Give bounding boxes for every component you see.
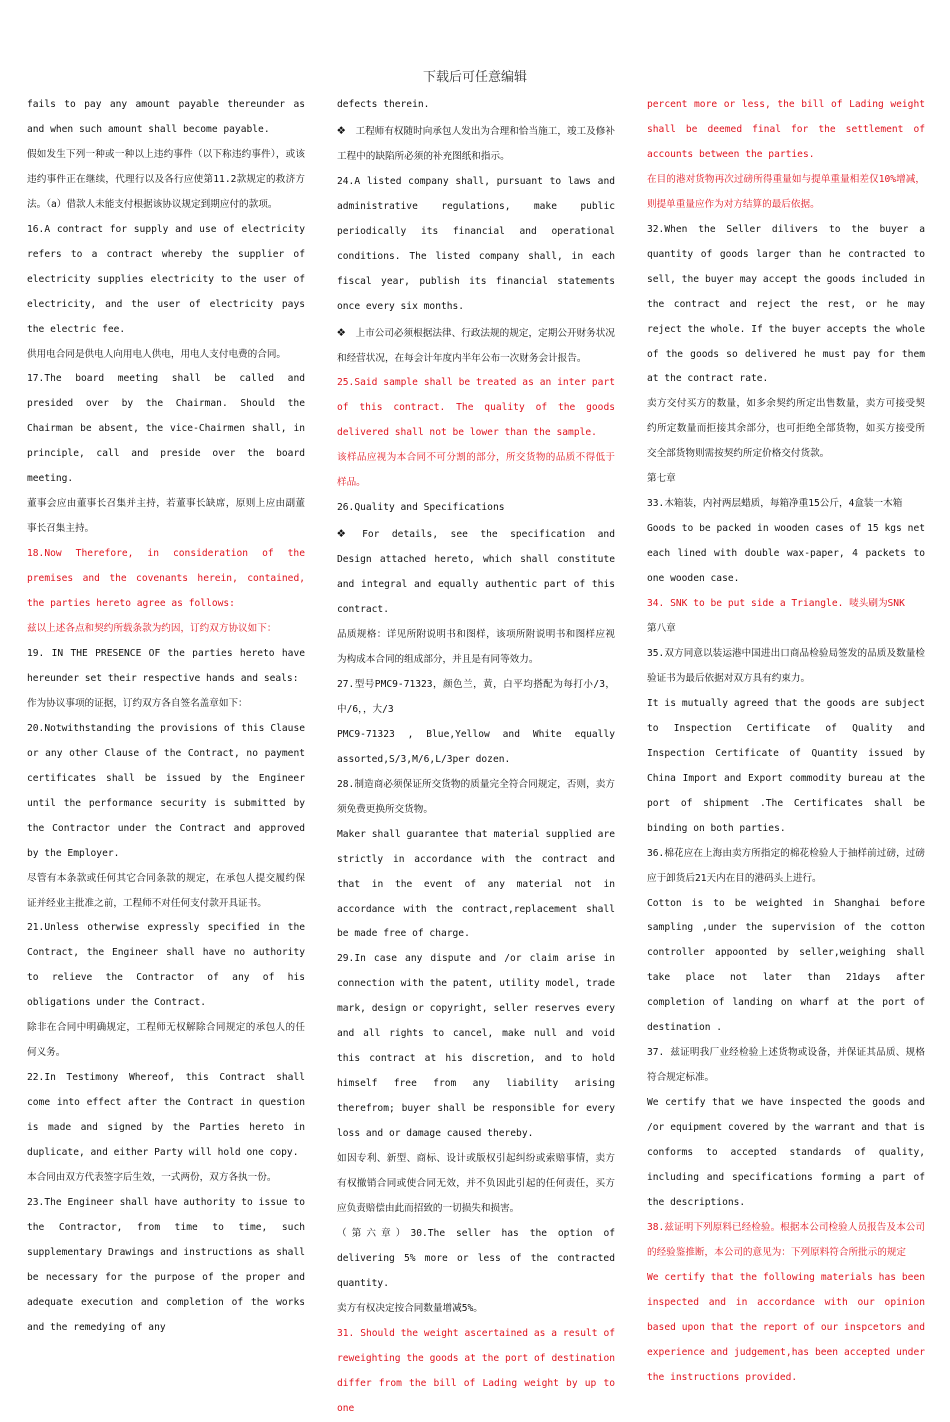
paragraph [27,93,305,143]
paragraph-text: 作为协议事项的证据，订约双方各自签名盖章如下： [27,697,248,709]
page-header: 下载后可任意编辑 [422,70,527,85]
paragraph [27,1166,305,1191]
paragraph [337,93,615,118]
paragraph-text: 卖方交付买方的数量，如多余契约所定出售数量，卖方可接受契约所定数量而拒接其余部分，也可拒绝全部货物，如买方接受所交全部货物则需按契约所定价格交付货款。 [647,398,925,460]
paragraph [647,492,925,517]
paragraph-text: 36.棉花应在上海由卖方所指定的棉花检验人于抽样前过磅，过磅应于卸货后21天内在目的港码头上进行。 [647,847,925,884]
paragraph [337,496,615,521]
paragraph [337,1322,615,1422]
paragraph [647,392,925,467]
paragraph-text: 18.Now Therefore, in consideration of the premises and the covenants herein, contained, the parties hereto agree as follows: [27,548,305,610]
paragraph-text: 23.The Engineer shall have authority to issue to the Contractor, from time to time, such supplementary Drawings and instructions as shall be necessary for the purpose of the proper and adequate execution and completion of the works and the remedying of any [27,1196,305,1333]
paragraph-text: 27.型号PMC9-71323，颜色兰，黄，白平均搭配为每打小/3，中/6，，大/3 [337,678,615,715]
paragraph [647,642,925,692]
paragraph-text: 在目的港对货物再次过磅所得重量如与提单重量相差仅10%增减，则提单重量应作为对方结算的最后依据。 [647,173,925,210]
paragraph [27,1066,305,1166]
paragraph-text: Goods to be packed in wooden cases of 15 kgs net each lined with double wax-paper, 4 packets to one wooden case. [647,523,925,585]
paragraph [647,1216,925,1266]
paragraph [647,467,925,492]
paragraph [337,1297,615,1322]
paragraph-text: 38.兹证明下列原料已经检验。根据本公司检验人员报告及本公司的经验鉴推断，本公司的意见为：下列原料符合所批示的规定 [647,1221,925,1258]
paragraph-text: It is mutually agreed that the goods are subject to Inspection Certificate of Quality and Inspection Certificate of Quantity issued by China Import and Export commodity bureau at the port of shipment .The Certificates shall be binding on both parties. [647,697,925,834]
paragraph-text: 28.制造商必须保证所交货物的质量完全符合同规定，否则，卖方须免费更换所交货物。 [337,778,615,815]
paragraph [337,773,615,823]
paragraph [27,692,305,717]
paragraph-text: 第八章 [647,623,676,635]
paragraph-text: 上市公司必须根据法律、行政法规的规定，定期公开财务状况和经营状况，在每会计年度内半年公布一次财务会计报告。 [337,327,615,364]
diamond-bullet-icon: ❖ [337,121,346,138]
paragraph [647,592,925,617]
diamond-bullet-icon: ❖ [337,525,353,542]
paragraph-text: 20.Notwithstanding the provisions of this Clause or any other Clause of the Contract, no payment certificates shall be issued by the Engineer until the performance security is submitted by the Contractor under the Contract and approved by the Employer. [27,722,305,859]
paragraph [27,218,305,343]
column-left [27,93,305,1341]
paragraph-text: 卖方有权决定按合同数量增减5%。 [337,1302,483,1314]
paragraph [27,867,305,917]
paragraph [27,717,305,867]
paragraph-text: defects therein. [337,99,430,110]
paragraph [647,842,925,892]
paragraph [337,623,615,673]
paragraph-text: 24.A listed company shall, pursuant to laws and administrative regulations, make public periodically its financial and operational conditions. The listed company shall, in each fiscal year, publish its financial statements once every six months. [337,175,615,312]
paragraph [647,692,925,842]
paragraph-text: fails to pay any amount payable thereunder as and when such amount shall become payable. [27,99,305,135]
paragraph-text: 19. IN THE PRESENCE OF the parties hereto have hereunder set their respective hands and seals: [27,647,305,684]
paragraph-text: 兹以上述各点和契约所载条款为约因，订约双方协议如下： [27,623,277,635]
paragraph-text: 25.Said sample shall be treated as an inter part of this contract. The quality of the goods delivered shall not be lower than the sample. [337,377,615,439]
paragraph [27,642,305,692]
paragraph-text: PMC9-71323 , Blue,Yellow and White equally assorted,S/3,M/6,L/3per dozen. [337,728,615,765]
paragraph-text: 17.The board meeting shall be called and presided over by the Chairman. Should the Chairman be absent, the vice-Chairmen shall, in principle, call and preside over the board meeting. [27,373,305,485]
paragraph [337,673,615,723]
paragraph [647,1266,925,1391]
paragraph-text: 33.木箱装，内衬两层蜡质，每箱净重15公斤，4盒装一木箱 [647,498,903,510]
paragraph-text: 品质规格：详见所附说明书和图样，该项所附说明书和图样应视为构成本合同的组成部分，并且是有同等效力。 [337,629,615,665]
paragraph [647,93,925,168]
paragraph-text: 供用电合同是供电人向用电人供电，用电人支付电费的合同。 [27,348,287,360]
paragraph [647,218,925,393]
paragraph [647,517,925,592]
paragraph [337,446,615,496]
paragraph-text: 32.When the Seller dilivers to the buyer a quantity of goods larger than he contracted to sell, the buyer may accept the goods included in the contract and reject the rest, or he may reject the whole. If the buyer accepts the whole of the goods so delivered he must pay for them at the contract rate. [647,223,925,385]
paragraph [647,1091,925,1216]
paragraph-text: 除非在合同中明确规定，工程师无权解除合同规定的承包人的任何义务。 [27,1022,305,1059]
paragraph-text: 26.Quality and Specifications [337,502,505,514]
paragraph [337,371,615,446]
paragraph-text: Maker shall guarantee that material supplied are strictly in accordance with the contract and that in the event of any material not in accordance with the contract,replacement shall be made free of charge. [337,828,615,940]
paragraph [27,542,305,617]
paragraph-text: 第七章 [647,473,676,485]
paragraph-text: 21.Unless otherwise expressly specified in the Contract, the Engineer shall have no authority to relieve the Contractor of any of his obligations under the Contract. [27,922,305,1009]
paragraph [337,1222,615,1297]
paragraph [27,916,305,1016]
paragraph [337,823,615,948]
paragraph [27,343,305,368]
column-middle [337,93,615,1422]
paragraph [337,118,615,170]
paragraph [647,1041,925,1091]
paragraph-text: 37. 兹证明我厂业经检验上述货物或设备，并保证其品质、规格符合规定标准。 [647,1047,925,1084]
paragraph-text: 34. SNK to be put side a Triangle. 唛头刷为SNK [647,598,905,610]
paragraph [27,1016,305,1066]
paragraph [337,320,615,372]
paragraph-text: For details, see the specification and Design attached hereto, which shall constitute and integral and equally authentic part of this contract. [337,529,615,616]
column-right [647,93,925,1391]
paragraph-text: 29.In case any dispute and /or claim arise in connection with the patent, utility model, trade mark, design or copyright, seller reserves every and all rights to cancel, make null and void this contract at his discretion, and to hold himself free from any liability arising therefrom; buyer shall be responsible for every loss and or damage caused thereby. [337,953,615,1140]
paragraph-text: We certify that the following materials has been inspected and in accordance with our opinion based upon that the report of our inspcetors and experience and judgement,has been accepted under the instructions provided. [647,1271,925,1383]
paragraph [27,143,305,218]
paragraph [337,521,615,623]
paragraph [337,723,615,773]
paragraph [27,617,305,642]
paragraph-text: 如因专利、新型、商标、设计或版权引起纠纷或索赔事情，卖方有权撤销合同或使合同无效，并不负因此引起的任何责任，买方应负责赔偿由此而招致的一切损失和损害。 [337,1153,615,1214]
paragraph [27,367,305,492]
diamond-bullet-icon: ❖ [337,323,346,340]
paragraph [647,892,925,1042]
paragraph [647,617,925,642]
paragraph-text: 16.A contract for supply and use of electricity refers to a contract whereby the supplier of electricity supplies electricity to the user of electricity, and the user of electricity pays the electric fee. [27,223,305,335]
paragraph [337,1147,615,1222]
paragraph-text: 工程师有权随时向承包人发出为合理和恰当施工，竣工及修补工程中的缺陷所必须的补充图纸和指示。 [337,125,615,162]
paragraph-text: We certify that we have inspected the goods and /or equipment covered by the warrant and that is conforms to accepted standards of quality, including and specifications forming a part of the descriptions. [647,1097,925,1208]
paragraph-text: Cotton is to be weighted in Shanghai before sampling ,under the supervision of the cotton controller appoonted by seller,weighing shall take place not later than 21days after completion of landing on wharf at the port of destination . [647,897,925,1034]
paragraph-text: 该样品应视为本合同不可分割的部分，所交货物的品质不得低于样品。 [337,452,615,489]
paragraph-text: percent more or less, the bill of Lading weight shall be deemed final for the settlement of accounts between the parties. [647,99,925,160]
paragraph-text: 31. Should the weight ascertained as a result of reweighting the goods at the port of destination differ from the bill of Lading weight by up to one [337,1327,615,1414]
paragraph [27,492,305,542]
paragraph-text: （第六章）30.The seller has the option of delivering 5% more or less of the contracted quantity. [337,1227,615,1289]
paragraph-text: 35.双方同意以装运港中国进出口商品检验局签发的品质及数量检验证书为最后依据对双方具有约束力。 [647,647,925,684]
paragraph [337,170,615,320]
paragraph [647,168,925,218]
paragraph-text: 本合同由双方代表签字后生效，一式两份，双方各执一份。 [27,1171,277,1183]
paragraph [337,947,615,1147]
paragraph-text: 假如发生下列一种或一种以上违约事件（以下称违约事件），或该违约事件正在继续，代理行以及各行应使第11.2款规定的救济方法。（a）借款人未能支付根据该协议规定到期应付的款项。 [27,148,305,210]
paragraph-text: 尽管有本条款或任何其它合同条款的规定，在承包人提交履约保证并经业主批准之前，工程师不对任何支付款开具证书。 [27,872,305,909]
paragraph-text: 董事会应由董事长召集并主持，若董事长缺席，原则上应由副董事长召集主持。 [27,498,305,535]
paragraph-text: 22.In Testimony Whereof, this Contract shall come into effect after the Contract in question is made and signed by the Parties hereto in duplicate, and either Party will hold one copy. [27,1072,305,1159]
paragraph [27,1191,305,1341]
